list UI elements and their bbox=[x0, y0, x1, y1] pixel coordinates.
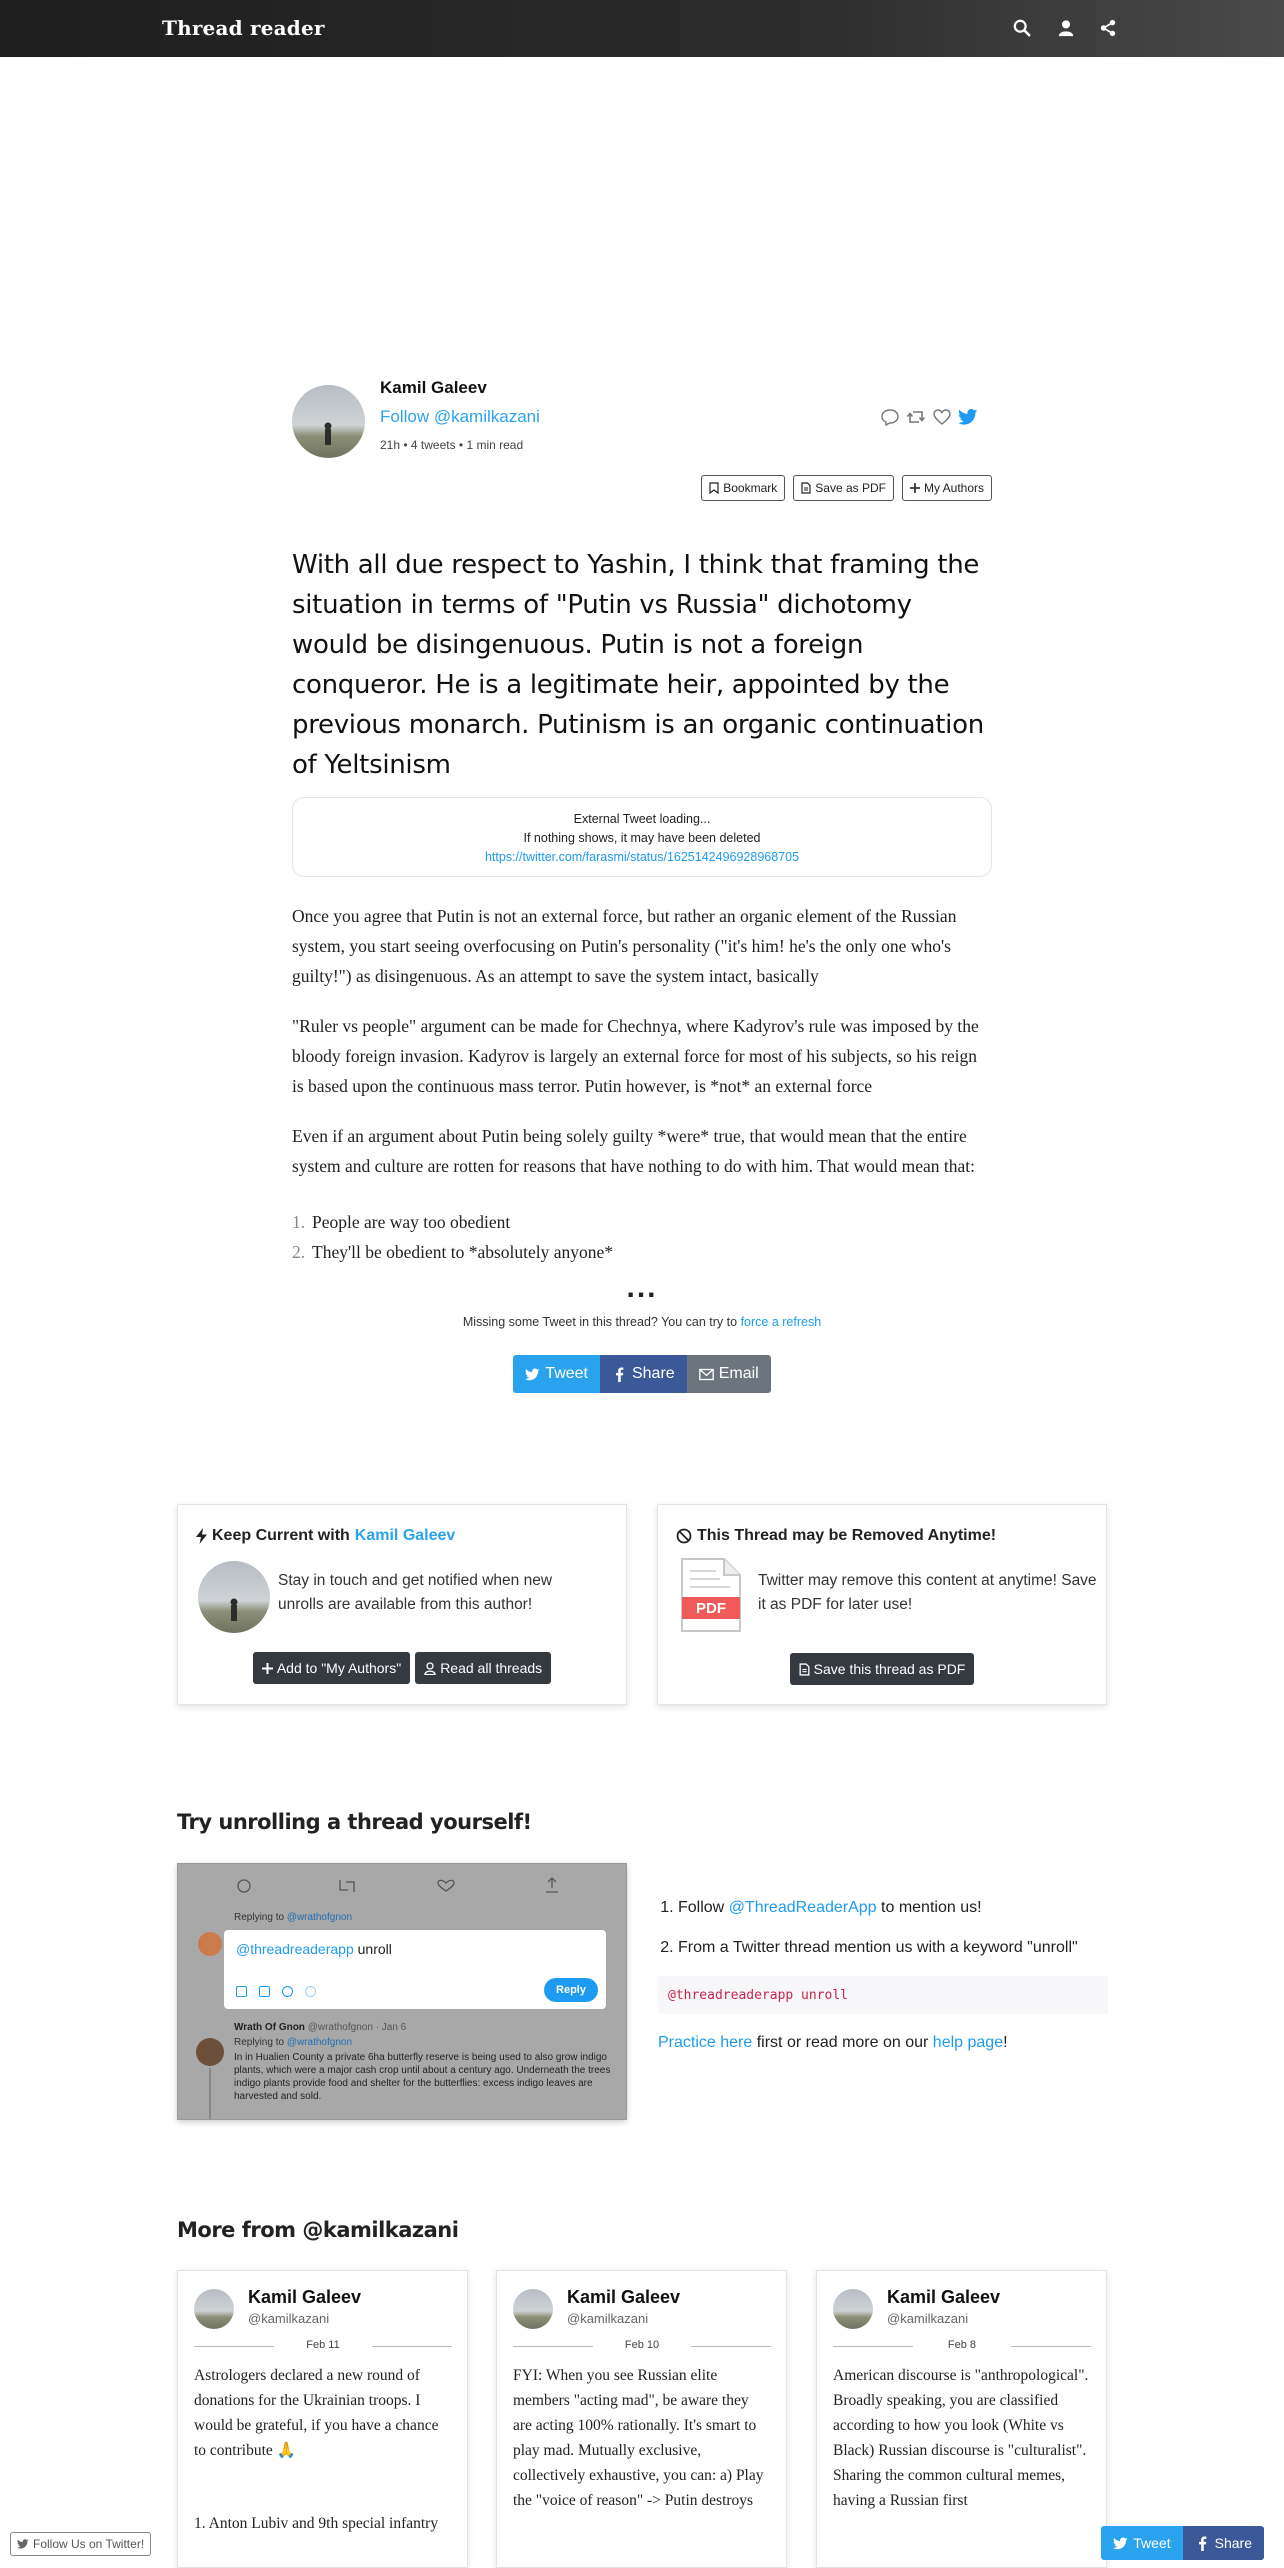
tweet-paragraph: Even if an argument about Putin being solely guilty *were* true, that would mean that the entire system and culture are rotten for reasons that have nothing to do with him. That would mean that: bbox=[292, 1126, 975, 1176]
card-author-name: Kamil Galeev bbox=[248, 2287, 362, 2307]
unroll-step-2: 2. From a Twitter thread mention us with a keyword "unroll" bbox=[678, 1936, 1108, 1960]
demo-compose-text bbox=[236, 1941, 392, 1957]
demo-quoted-meta: @wrathofgnon · Jan 6 bbox=[307, 2022, 407, 2033]
demo-quoted-text: In in Hualien County a private 6ha butterfly reserve is being used to also grow indigo plants, which were a major cash crop until about a century ago. Underneath the trees indigo plants provide food and shelter for the butterflies: excess indigo leaves are harvested and sold. bbox=[234, 2052, 611, 2102]
facebook-share-button[interactable] bbox=[600, 1355, 687, 1393]
list-item bbox=[292, 1237, 992, 1267]
unroll-step-1 bbox=[678, 1896, 1108, 1920]
external-tweet-deleted-note: If nothing shows, it may have been deleted bbox=[523, 831, 761, 845]
demo-replying-2 bbox=[234, 2037, 352, 2048]
step1-suffix: to mention us! bbox=[881, 1899, 982, 1916]
card-author-name: Kamil Galeev bbox=[887, 2287, 1001, 2307]
thread-meta: 21h • 4 tweets • 1 min read bbox=[380, 438, 524, 452]
author-avatar bbox=[833, 2289, 873, 2329]
bookmark-button[interactable] bbox=[701, 475, 785, 501]
thread-actions bbox=[701, 475, 992, 501]
top-navbar bbox=[0, 0, 1284, 57]
save-thread-pdf-label: Save this thread as PDF bbox=[813, 1661, 966, 1677]
tweet-paragraph: Once you agree that Putin is not an external force, but rather an organic element of the Russian system, you start seeing overfocusing on Putin's personality ("it's him! he's the only one who's guilty!") as disingenuous. As an attempt to save the system intact, basically bbox=[292, 906, 957, 986]
tweet-list bbox=[292, 1207, 992, 1267]
thread-removed-text: Twitter may remove this content at anytime! Save it as PDF for later use! bbox=[758, 1572, 1097, 1613]
follow-author-link[interactable]: Follow @kamilkazani bbox=[380, 407, 540, 426]
tweet-share-button[interactable] bbox=[513, 1355, 600, 1393]
missing-tweet-note bbox=[292, 1315, 992, 1329]
envelope-icon bbox=[699, 1367, 714, 1382]
save-thread-pdf-button[interactable] bbox=[790, 1653, 975, 1685]
pdf-badge-label: PDF bbox=[696, 1600, 726, 1617]
demo-replying-text-2: Replying to bbox=[234, 2037, 285, 2048]
demo-reply-button: Reply bbox=[544, 1978, 598, 2002]
user-icon[interactable] bbox=[1057, 19, 1075, 37]
keep-current-card bbox=[177, 1504, 627, 1705]
email-label: Email bbox=[718, 1365, 759, 1382]
thread-removed-card bbox=[657, 1504, 1107, 1705]
demo-compose-icons bbox=[236, 1986, 316, 1997]
my-authors-button[interactable] bbox=[902, 475, 992, 501]
follow-us-label: Follow Us on Twitter! bbox=[33, 2537, 145, 2551]
threadreaderapp-link[interactable]: @ThreadReaderApp bbox=[728, 1899, 877, 1916]
practice-note bbox=[658, 2034, 1108, 2052]
missing-tweet-text: Missing some Tweet in this thread? You can try to bbox=[462, 1315, 738, 1329]
email-share-button[interactable] bbox=[687, 1355, 771, 1393]
demo-mention-word: unroll bbox=[357, 1941, 392, 1957]
demo-replying bbox=[234, 1912, 352, 1923]
force-refresh-link[interactable]: force a refresh bbox=[740, 1315, 822, 1329]
add-to-my-authors-button[interactable] bbox=[253, 1652, 410, 1684]
card-date: Feb 8 bbox=[833, 2339, 1091, 2351]
share-label: Share bbox=[631, 1365, 675, 1382]
twitter-icon bbox=[525, 1367, 540, 1382]
step1-prefix: Follow bbox=[678, 1899, 725, 1916]
thread-end-dots: ... bbox=[626, 1271, 658, 1304]
help-page-link[interactable]: help page bbox=[932, 2034, 1004, 2051]
list-text: People are way too obedient bbox=[312, 1212, 511, 1232]
external-tweet-embed[interactable] bbox=[292, 797, 992, 877]
external-tweet-loading: External Tweet loading... bbox=[573, 812, 711, 826]
like-icon[interactable] bbox=[932, 407, 952, 427]
save-pdf-label: Save as PDF bbox=[815, 481, 886, 495]
card-text-extra: 1. Anton Lubiv and 9th special infantry bbox=[194, 2515, 439, 2532]
card-date: Feb 11 bbox=[194, 2339, 452, 2351]
read-all-threads-label: Read all threads bbox=[440, 1660, 543, 1676]
first-tweet-text: With all due respect to Yashin, I think that framing the situation in terms of "Putin vs Russia" dichotomy would be disingenuous. Putin is not a foreign conqueror. He is a legitimate heir, appointed by the previous monarch. Putinism is an organic continuation of Yeltsinism bbox=[292, 550, 984, 780]
card-text: Astrologers declared a new round of donations for the Ukrainian troops. I would be grateful, if you have a chance to contribute 🙏 bbox=[194, 2367, 439, 2459]
bolt-icon bbox=[196, 1528, 207, 1544]
demo-reply-handle: @wrathofgnon bbox=[286, 1912, 353, 1923]
keep-current-buttons bbox=[178, 1652, 626, 1684]
list-number: 2. bbox=[292, 1242, 306, 1262]
thread-removed-buttons bbox=[658, 1653, 1106, 1685]
author-avatar bbox=[194, 2289, 234, 2329]
pdf-file-icon bbox=[680, 1557, 742, 1633]
thread-removed-heading: This Thread may be Removed Anytime! bbox=[697, 1527, 997, 1544]
unroll-steps bbox=[658, 1896, 1108, 2052]
search-icon[interactable] bbox=[1013, 19, 1031, 37]
more-from-heading: More from @kamilkazani bbox=[177, 2218, 459, 2242]
list-number: 1. bbox=[292, 1212, 306, 1232]
my-authors-label: My Authors bbox=[923, 481, 984, 495]
demo-mention: @threadreaderapp bbox=[236, 1941, 354, 1957]
follow-us-twitter-button[interactable] bbox=[10, 2532, 151, 2556]
demo-replying-text: Replying to bbox=[234, 1912, 285, 1923]
keep-current-prefix: Keep Current with bbox=[212, 1527, 350, 1544]
gif-icon bbox=[259, 1986, 270, 1997]
card-author-handle: @kamilkazani bbox=[887, 2311, 969, 2326]
unroll-code-snippet: @threadreaderapp unroll bbox=[658, 1976, 1108, 2014]
read-all-threads-button[interactable] bbox=[415, 1652, 551, 1684]
bookmark-icon bbox=[709, 482, 719, 494]
brand-logo[interactable]: Thread reader bbox=[162, 16, 325, 40]
twitter-bird-icon[interactable] bbox=[958, 407, 978, 427]
try-unrolling-heading: Try unrolling a thread yourself! bbox=[177, 1810, 532, 1834]
tweet-paragraph: "Ruler vs people" argument can be made for Chechnya, where Kadyrov's rule was imposed by the bloody foreign invasion. Kadyrov is largely an external force for most of his subjects, so his reign is based upon the continuous mass terror. Putin however, is *not* an external force bbox=[292, 1016, 979, 1096]
plus-icon bbox=[262, 1663, 273, 1674]
more-thread-card[interactable] bbox=[177, 2270, 468, 2568]
author-avatar[interactable] bbox=[292, 385, 365, 458]
card-text: FYI: When you see Russian elite members "acting mad", be aware they are acting 100% rationally. It's smart to play mad. Mutually exclusive, collectively exhaustive, you can: a) Play the "voice of reason" -> Putin destroys bbox=[513, 2367, 764, 2509]
demo-reply-box bbox=[224, 1930, 606, 2009]
tweet-actions bbox=[880, 406, 978, 428]
bottom-share-label: Share bbox=[1214, 2535, 1252, 2551]
add-to-my-authors-label: Add to "My Authors" bbox=[276, 1660, 402, 1676]
share-icon[interactable] bbox=[1099, 19, 1117, 37]
card-date: Feb 10 bbox=[513, 2339, 771, 2351]
location-icon bbox=[305, 1986, 316, 1997]
bookmark-label: Bookmark bbox=[723, 481, 778, 495]
plus-icon bbox=[910, 483, 920, 493]
demo-quoted-name: Wrath Of Gnon bbox=[234, 2022, 305, 2033]
card-author-name: Kamil Galeev bbox=[567, 2287, 681, 2307]
card-author-handle: @kamilkazani bbox=[567, 2311, 649, 2326]
share-buttons bbox=[292, 1355, 992, 1393]
list-item bbox=[292, 1207, 992, 1237]
author-name[interactable]: Kamil Galeev bbox=[380, 378, 487, 397]
image-icon bbox=[236, 1986, 247, 1997]
facebook-icon bbox=[1195, 2536, 1210, 2551]
thread-removed-title bbox=[676, 1527, 996, 1545]
unroll-demo-image bbox=[177, 1863, 627, 2120]
facebook-icon bbox=[612, 1367, 627, 1382]
card-author-handle: @kamilkazani bbox=[248, 2311, 330, 2326]
retweet-icon[interactable] bbox=[906, 407, 926, 427]
bottom-tweet-button[interactable] bbox=[1101, 2526, 1182, 2560]
list-text: They'll be obedient to *absolutely anyone* bbox=[312, 1242, 614, 1262]
keep-current-text: Stay in touch and get notified when new unrolls are available from this author! bbox=[278, 1572, 553, 1613]
practice-mid-text: first or read more on our bbox=[756, 2034, 929, 2051]
external-tweet-link[interactable]: https://twitter.com/farasmi/status/1625142496928968705 bbox=[484, 850, 800, 864]
author-avatar bbox=[198, 1561, 270, 1633]
file-pdf-icon bbox=[801, 482, 811, 494]
save-pdf-button[interactable] bbox=[793, 475, 894, 501]
more-thread-card[interactable] bbox=[496, 2270, 787, 2568]
more-thread-card[interactable] bbox=[816, 2270, 1107, 2568]
ban-icon bbox=[676, 1528, 692, 1544]
keep-current-author[interactable]: Kamil Galeev bbox=[354, 1527, 456, 1544]
bottom-share-button[interactable] bbox=[1183, 2526, 1264, 2560]
twitter-icon bbox=[1113, 2536, 1128, 2551]
emoji-icon bbox=[282, 1986, 293, 1997]
thread-content bbox=[292, 545, 992, 1393]
bottom-tweet-label: Tweet bbox=[1133, 2535, 1171, 2551]
practice-end-text: ! bbox=[1003, 2034, 1008, 2051]
demo-reply-handle-2: @wrathofgnon bbox=[286, 2037, 353, 2048]
twitter-icon bbox=[17, 2539, 29, 2549]
author-avatar bbox=[513, 2289, 553, 2329]
reply-icon[interactable] bbox=[880, 407, 900, 427]
tweet-label: Tweet bbox=[545, 1365, 588, 1382]
user-icon bbox=[424, 1662, 436, 1675]
demo-quoted-header bbox=[234, 2022, 406, 2033]
card-text: American discourse is "anthropological". Broadly speaking, you are classified according to how you look (White vs Black) Russian discourse is "culturalist". Sharing the common cultural memes, having a Russian first bbox=[833, 2367, 1089, 2509]
practice-here-link[interactable]: Practice here bbox=[658, 2034, 753, 2051]
bottom-share-buttons bbox=[1101, 2526, 1264, 2560]
keep-current-title bbox=[196, 1527, 455, 1545]
file-pdf-icon bbox=[799, 1663, 810, 1676]
